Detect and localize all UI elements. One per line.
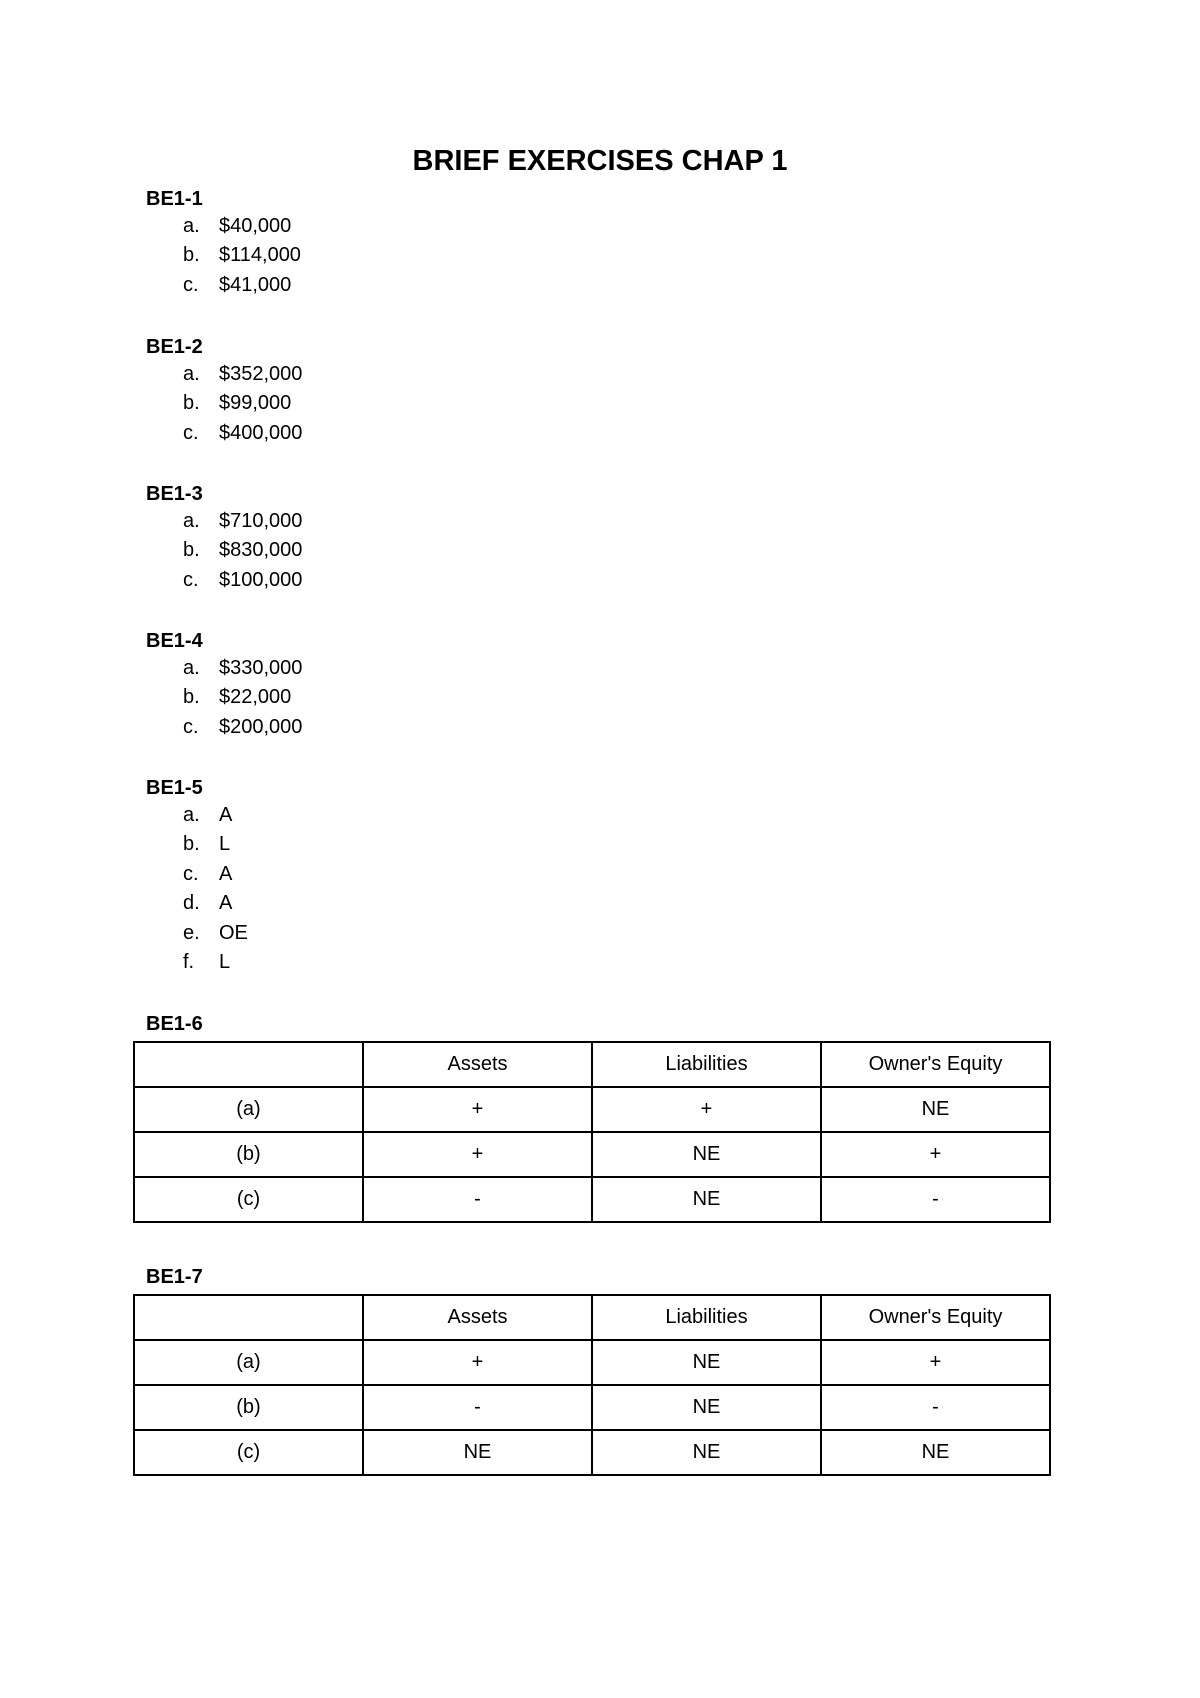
answer-item [146,919,248,948]
table-cell: - [363,1177,592,1222]
answer-value: $400,000 [219,421,303,444]
answer-item [146,241,301,270]
answer-value: A [219,892,233,915]
table-label-be1-6: BE1-6 [146,1013,203,1035]
table-cell: NE [821,1430,1050,1475]
answer-list [146,360,303,448]
answer-letter: b. [183,392,200,415]
exercise-label: BE1-2 [146,336,203,358]
table-header-cell: Assets [363,1295,592,1340]
answer-item [146,507,303,536]
answer-item [146,683,292,712]
answer-item [146,948,231,977]
answer-item [146,713,303,742]
answer-letter: f. [183,950,195,973]
answer-value: L [219,950,231,973]
exercise-label: BE1-1 [146,188,203,210]
table-cell: + [821,1132,1050,1177]
table-row [134,1430,1050,1475]
table-header-cell: Assets [363,1042,592,1087]
answer-list [146,507,303,595]
exercise-be1-5 [146,775,248,977]
answer-letter: b. [183,833,200,856]
answer-letter: c. [183,273,199,296]
answer-value: OE [219,921,248,944]
exercise-label: BE1-4 [146,630,203,652]
table-cell: NE [363,1430,592,1475]
answer-letter: c. [183,715,199,738]
answer-item [146,360,303,389]
exercise-label: BE1-5 [146,777,203,799]
answer-item [146,860,233,889]
answer-item [146,536,303,565]
answer-value: $710,000 [219,510,303,532]
table-cell: NE [821,1087,1050,1132]
table-row [134,1087,1050,1132]
table-cell: NE [592,1340,821,1385]
answer-value: $830,000 [219,539,303,562]
answer-item [146,271,292,300]
table-cell: + [363,1087,592,1132]
answer-letter: e. [183,921,200,944]
table-cell: (b) [134,1385,363,1430]
table-cell: + [592,1087,821,1132]
answer-value: A [219,862,233,885]
answer-table-be1-6 [133,1041,1051,1223]
table-row [134,1132,1050,1177]
table-cell: - [363,1385,592,1430]
table-cell: NE [592,1385,821,1430]
table-header-cell [134,1295,363,1340]
table-cell: + [363,1132,592,1177]
table-cell: - [821,1385,1050,1430]
answer-value: $352,000 [219,363,303,385]
answer-item [146,389,292,418]
table-row [134,1385,1050,1430]
table-cell: (a) [134,1340,363,1385]
answer-letter: b. [183,244,200,267]
answer-value: $99,000 [219,392,292,415]
table-header-row [134,1042,1050,1087]
answer-letter: a. [183,215,200,237]
exercise-be1-1 [146,186,301,300]
table-cell: NE [592,1430,821,1475]
table-cell: (c) [134,1177,363,1222]
answer-letter: d. [183,892,200,915]
answer-letter: c. [183,862,199,885]
answer-letter: a. [183,804,200,826]
answer-item [146,566,303,595]
table-cell: (a) [134,1087,363,1132]
answer-list [146,801,248,977]
page-title: BRIEF EXERCISES CHAP 1 [412,145,788,177]
answer-item [146,889,233,918]
answer-letter: b. [183,686,200,709]
exercise-label: BE1-3 [146,483,203,505]
table-cell: NE [592,1177,821,1222]
answer-item [146,419,303,448]
table-row [134,1177,1050,1222]
table-row [134,1340,1050,1385]
answer-value: $41,000 [219,273,292,296]
table-cell: + [363,1340,592,1385]
table-cell: (b) [134,1132,363,1177]
answer-table-be1-7 [133,1294,1051,1476]
answer-letter: b. [183,539,200,562]
exercise-be1-4 [146,628,303,742]
table-cell: NE [592,1132,821,1177]
answer-item [146,830,231,859]
answer-letter: c. [183,421,199,444]
exercise-be1-3 [146,481,303,595]
answer-value: $22,000 [219,686,292,709]
answer-letter: a. [183,510,200,532]
table-cell: + [821,1340,1050,1385]
table-cell: - [821,1177,1050,1222]
table-header-row [134,1295,1050,1340]
answer-letter: a. [183,363,200,385]
answer-item [146,212,292,241]
table-header-cell: Liabilities [592,1042,821,1087]
table-header-cell: Owner's Equity [821,1042,1050,1087]
table-header-cell [134,1042,363,1087]
answer-value: $200,000 [219,715,303,738]
answer-value: A [219,804,233,826]
answer-list [146,654,303,742]
answer-value: $330,000 [219,657,303,679]
answer-value: $40,000 [219,215,292,237]
table-label-be1-7: BE1-7 [146,1266,203,1288]
table-header-cell: Liabilities [592,1295,821,1340]
table-cell: (c) [134,1430,363,1475]
answer-letter: a. [183,657,200,679]
answer-value: $114,000 [219,244,301,267]
answer-letter: c. [183,568,199,591]
answer-item [146,801,233,830]
answer-value: $100,000 [219,568,303,591]
answer-value: L [219,833,231,856]
exercise-be1-2 [146,334,303,448]
table-header-cell: Owner's Equity [821,1295,1050,1340]
answer-item [146,654,303,683]
answer-list [146,212,301,300]
